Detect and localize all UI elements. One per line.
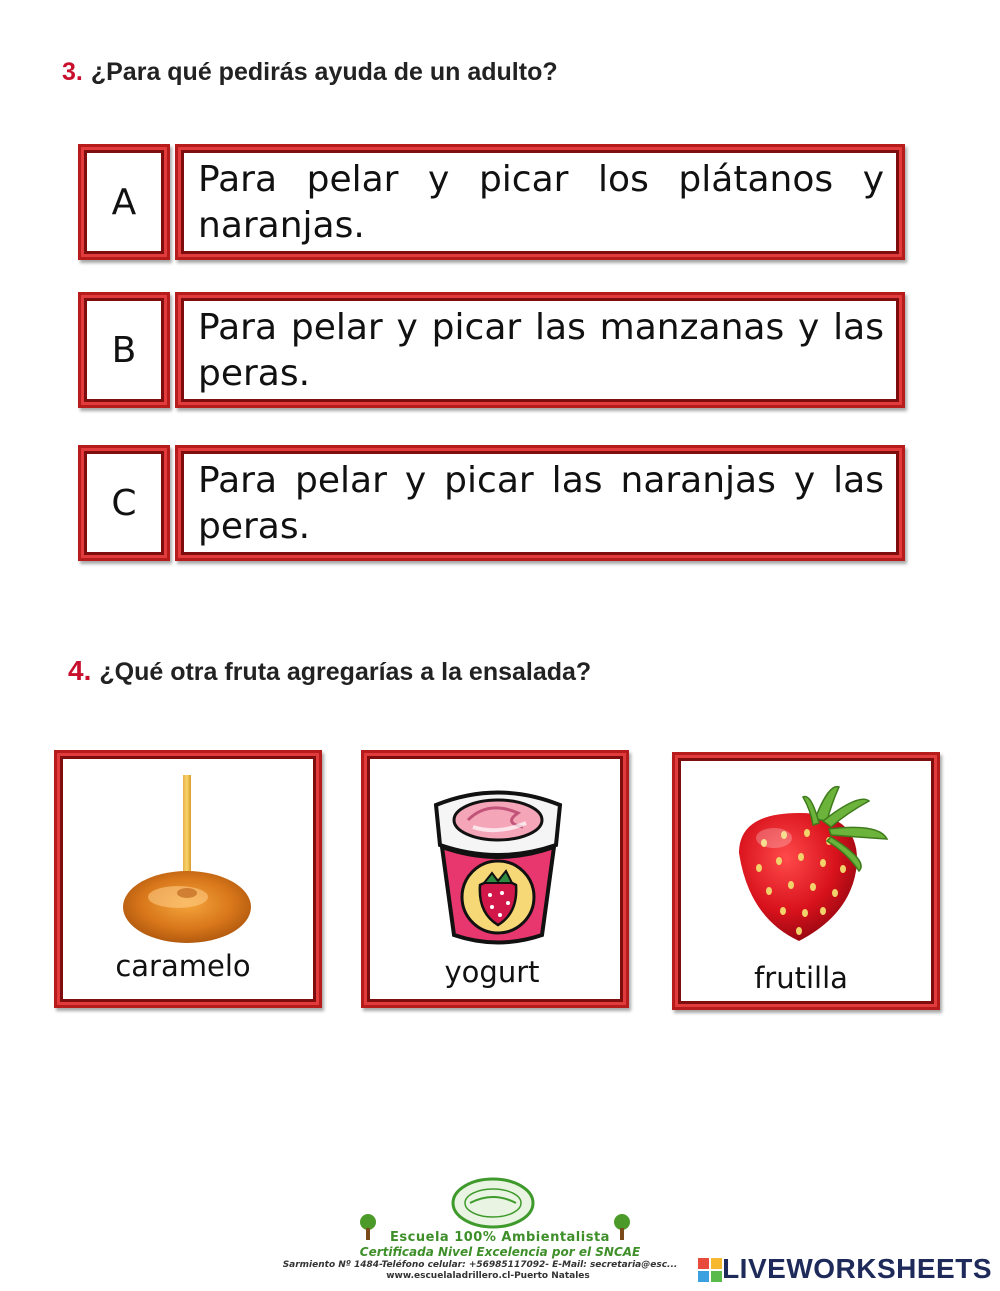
- option-c-letter[interactable]: [78, 445, 170, 561]
- liveworksheets-brand: LIVEWORKSHEETS: [722, 1253, 992, 1284]
- yogurt-cup-icon: [428, 775, 568, 950]
- question-number: 3.: [62, 58, 83, 86]
- option-a-box[interactable]: [175, 144, 905, 260]
- option-letter: A: [111, 181, 137, 223]
- option-b-letter[interactable]: [78, 292, 170, 408]
- footer-cert: Certificada Nivel Excelencia por el SNCAE: [359, 1245, 641, 1259]
- option-c-text: Para pelar y picar las naranjas y las peras.: [198, 460, 884, 547]
- card-label: yogurt: [444, 955, 540, 989]
- card-yogurt[interactable]: [361, 750, 629, 1008]
- option-a-letter[interactable]: [78, 144, 170, 260]
- option-a-text: Para pelar y picar los plátanos y naranjas.: [198, 159, 884, 246]
- option-b-box[interactable]: [175, 292, 905, 408]
- question-text: ¿Para qué pedirás ayuda de un adulto?: [90, 58, 558, 86]
- question-text: ¿Qué otra fruta agregarías a la ensalada?: [99, 658, 592, 686]
- card-frutilla[interactable]: [672, 752, 940, 1010]
- option-letter: C: [111, 482, 137, 524]
- footer-address: Sarmiento Nº 1484-Teléfono celular: +56985117092- E-Mail: secretaria@esc...: [282, 1260, 678, 1270]
- question-4: [68, 655, 591, 687]
- card-label: frutilla: [754, 961, 848, 995]
- footer-school: Escuela 100% Ambientalista: [390, 1230, 610, 1245]
- option-c-box[interactable]: [175, 445, 905, 561]
- card-caramelo[interactable]: [54, 750, 322, 1008]
- question-3: [62, 58, 558, 87]
- footer-web: www.escuelaladrillero.cl-Puerto Natales: [386, 1271, 590, 1281]
- liveworksheets-logo-icon: [698, 1258, 722, 1282]
- strawberry-icon: [719, 783, 899, 953]
- option-b-text: Para pelar y picar las manzanas y las peras.: [198, 307, 884, 394]
- certification-badge-icon: [448, 1175, 538, 1231]
- card-label: caramelo: [115, 949, 251, 983]
- caramel-icon: [112, 775, 272, 950]
- option-letter: B: [111, 329, 137, 371]
- question-number: 4.: [68, 655, 92, 686]
